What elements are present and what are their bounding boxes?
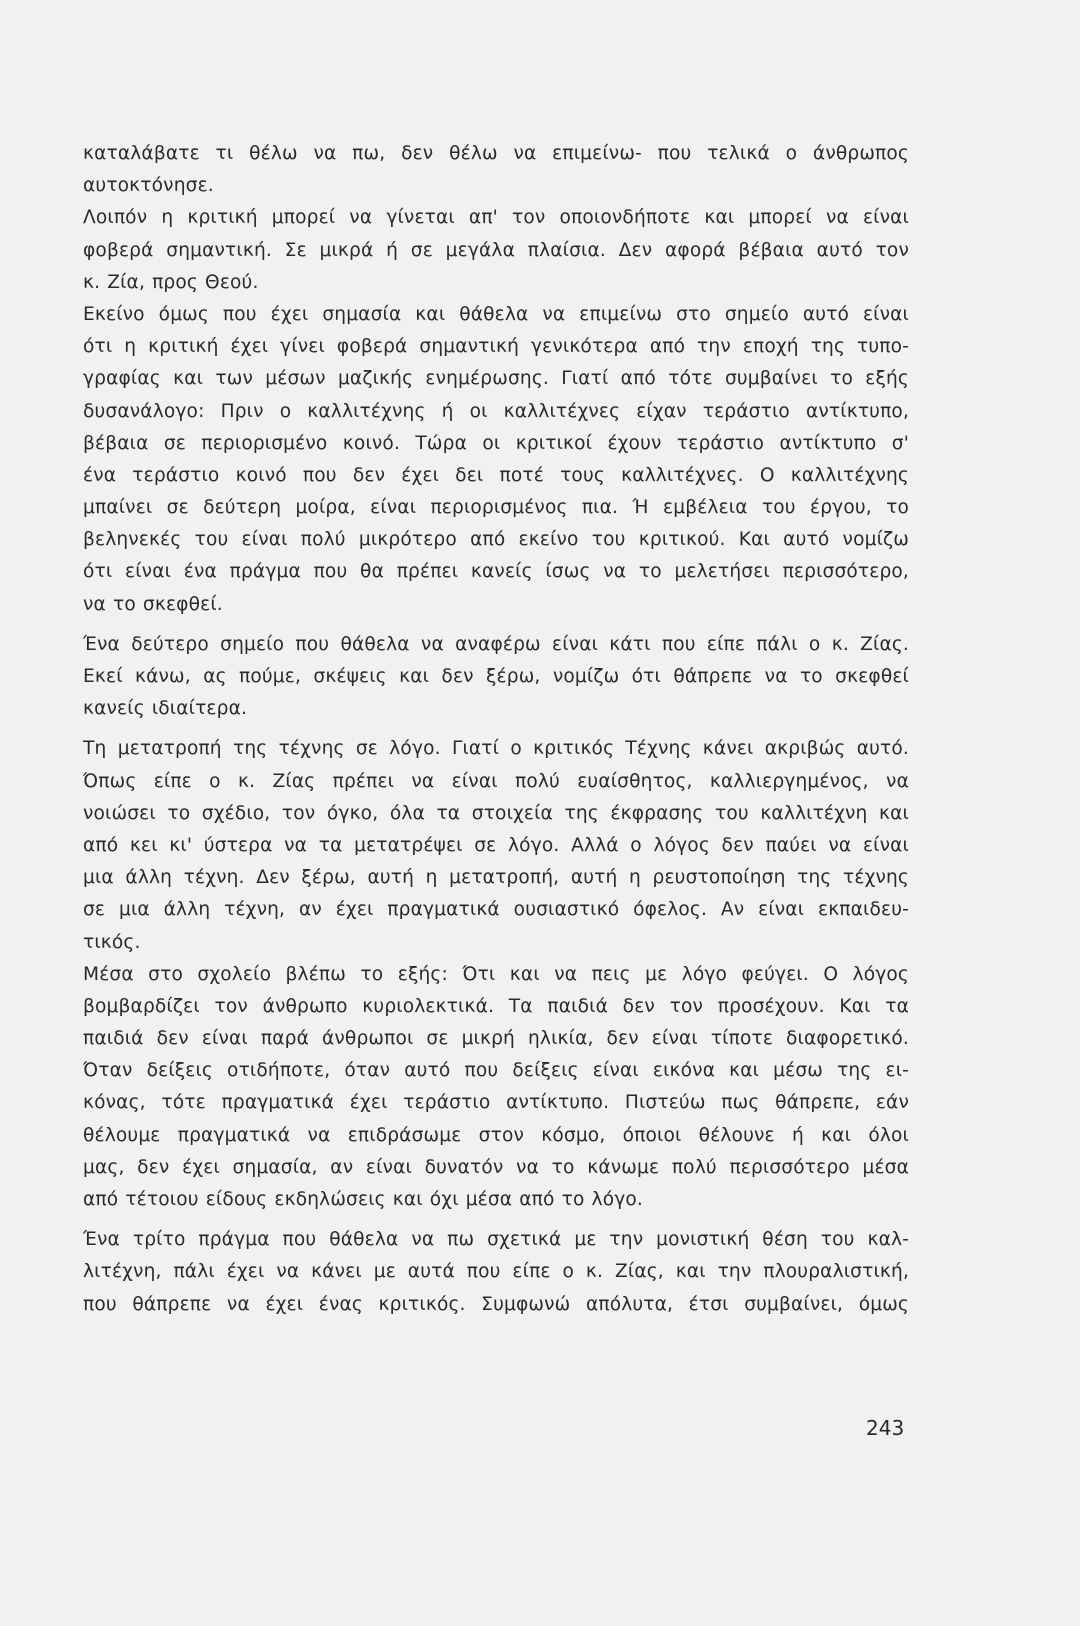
text-line: αυτοκτόνησε. [83, 175, 214, 197]
text-line: βεληνεκές του είναι πολύ μικρότερο από εκείνο του κριτικού. Και αυτό νομίζω [83, 529, 909, 551]
text-line: Ένα τρίτο πράγμα που θάθελα να πω σχετικά με την μονιστική θέση του καλ- [83, 1229, 909, 1251]
text-line: τικός. [83, 931, 141, 953]
text-line: Μέσα στο σχολείο βλέπω το εξής: Ότι και να πεις με λόγο φεύγει. Ο λόγος [83, 963, 909, 985]
text-line: να το σκεφθεί. [83, 593, 223, 615]
text-line: λιτέχνη, πάλι έχει να κάνει με αυτά που είπε ο κ. Ζίας, και την πλουραλιστική, [83, 1261, 909, 1283]
text-line: από τέτοιου είδους εκδηλώσεις και όχι μέσα από το λόγο. [83, 1189, 643, 1210]
text-line: από κει κι' ύστερα να τα μετατρέψει σε λόγο. Αλλά ο λόγος δεν παύει να είναι [83, 834, 909, 856]
text-line: κανείς ιδιαίτερα. [83, 698, 248, 720]
text-line: μπαίνει σε δεύτερη μοίρα, είναι περιορισμένος πια. Ή εμβέλεια του έργου, το [83, 497, 909, 519]
paragraph-gap [83, 621, 909, 629]
text-line: παιδιά δεν είναι παρά άνθρωποι σε μικρή ηλικία, δεν είναι τίποτε διαφορετικό. [83, 1028, 909, 1050]
text-line: ότι είναι ένα πράγμα που θα πρέπει κανείς ίσως να το μελετήσει περισσότερο, [83, 561, 909, 583]
text-line: Ένα δεύτερο σημείο που θάθελα να αναφέρω είναι κάτι που είπε πάλι ο κ. Ζίας. [83, 633, 909, 655]
body-text [83, 138, 909, 1321]
text-line: γραφίας και των μέσων μαζικής ενημέρωσης. Γιατί από τότε συμβαίνει το εξής [83, 368, 909, 390]
page-number: 243 [866, 1416, 905, 1440]
text-line: ότι η κριτική έχει γίνει φοβερά σημαντική γενικότερα από την εποχή της τυπο- [83, 336, 909, 358]
text-line: βομβαρδίζει τον άνθρωπο κυριολεκτικά. Τα παιδιά δεν τον προσέχουν. Και τα [83, 995, 909, 1017]
text-line: Εκείνο όμως που έχει σημασία και θάθελα να επιμείνω στο σημείο αυτό είναι [83, 303, 909, 325]
text-line: βέβαια σε περιορισμένο κοινό. Τώρα οι κριτικοί έχουν τεράστιο αντίκτυπο σ' [83, 432, 909, 454]
text-line: κόνας, τότε πραγματικά έχει τεράστιο αντίκτυπο. Πιστεύω πως θάπρεπε, εάν [83, 1092, 909, 1114]
text-line: θέλουμε πραγματικά να επιδράσωμε στον κόσμο, όποιοι θέλουνε ή και όλοι [83, 1124, 909, 1146]
paragraph-gap [83, 725, 909, 733]
text-line: Όπως είπε ο κ. Ζίας πρέπει να είναι πολύ ευαίσθητος, καλλιεργημένος, να [83, 770, 909, 792]
text-line: φοβερά σημαντική. Σε μικρά ή σε μεγάλα πλαίσια. Δεν αφορά βέβαια αυτό τον [83, 239, 909, 261]
text-line: καταλάβατε τι θέλω να πω, δεν θέλω να επιμείνω- που τελικά ο άνθρωπος [83, 143, 909, 164]
text-line: Όταν δείξεις οτιδήποτε, όταν αυτό που δείξεις είναι εικόνα και μέσω της ει- [83, 1060, 909, 1082]
text-line: Τη μετατροπή της τέχνης σε λόγο. Γιατί ο κριτικός Τέχνης κάνει ακριβώς αυτό. [83, 738, 909, 760]
text-line: μια άλλη τέχνη. Δεν ξέρω, αυτή η μετατροπή, αυτή η ρευστοποίηση της τέχνης [83, 867, 909, 889]
text-line: ένα τεράστιο κοινό που δεν έχει δει ποτέ τους καλλιτέχνες. Ο καλλιτέχνης [83, 464, 909, 486]
text-line: μας, δεν έχει σημασία, αν είναι δυνατόν να το κάνωμε πολύ περισσότερο μέσα [83, 1156, 909, 1178]
text-line: νοιώσει το σχέδιο, τον όγκο, όλα τα στοιχεία της έκφρασης του καλλιτέχνη και [83, 802, 909, 824]
text-line: Λοιπόν η κριτική μπορεί να γίνεται απ' τον οποιονδήποτε και μπορεί να είναι [83, 207, 909, 229]
text-line: Εκεί κάνω, ας πούμε, σκέψεις και δεν ξέρω, νομίζω ότι θάπρεπε να το σκεφθεί [83, 666, 909, 687]
text-line: που θάπρεπε να έχει ένας κριτικός. Συμφωνώ απόλυτα, έτσι συμβαίνει, όμως [83, 1293, 909, 1315]
text-line: δυσανάλογο: Πριν ο καλλιτέχνης ή οι καλλιτέχνες είχαν τεράστιο αντίκτυπο, [83, 400, 909, 422]
text-line: σε μια άλλη τέχνη, αν έχει πραγματικά ουσιαστικό όφελος. Αν είναι εκπαιδευ- [83, 899, 909, 921]
text-line: κ. Ζία, προς Θεού. [83, 271, 259, 293]
paragraph-gap [83, 1216, 909, 1224]
